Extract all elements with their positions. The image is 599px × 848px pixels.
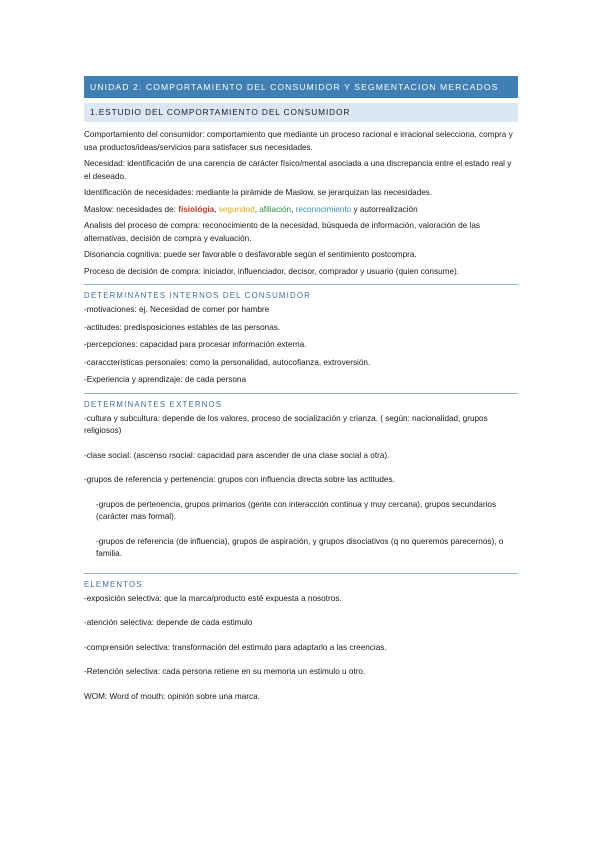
maslow-prefix: Maslow: necesidades de:: [84, 204, 179, 214]
maslow-reconocimiento: reconocimiento: [295, 204, 352, 214]
list-item: -Retención selectiva: cada persona retiene en su memoria un estimulo u otro.: [84, 667, 366, 676]
paragraph-identificacion: Identificación de necesidades: mediante la pirámide de Maslow, se jerarquizan las necesidades.: [84, 188, 433, 197]
maslow-afiliacion: afiliación: [259, 204, 292, 214]
list-item: -grupos de pertenencia, grupos primarios (gente con interacción continua y muy cercana), grupos secundarios (carácter mas formal).: [96, 499, 497, 521]
section-title: 1.ESTUDIO DEL COMPORTAMIENTO DEL CONSUMIDOR: [84, 103, 518, 122]
list-item: -grupos de referencia y pertenencia: grupos con influencia directa sobre las actitudes.: [84, 475, 395, 484]
maslow-seguridad: seguridad: [218, 204, 255, 214]
list-item: -exposición selectiva: que la marca/producto esté expuesta a nosotros.: [84, 593, 342, 603]
list-item: -comprensión selectiva: transformación del estimulo para adaptarlo a las creencias.: [84, 642, 387, 652]
paragraph-analisis: Analisis del proceso de compra: reconocimiento de la necesidad, búsqueda de información, valoración de las alternativas, decisión de compra y evaluación.: [84, 221, 480, 243]
heading-internos: DETERMINANTES INTERNOS DEL CONSUMIDOR: [84, 284, 518, 304]
list-item: -clase social: (ascenso rsocial: capacidad para ascender de una clase social a otra).: [84, 450, 390, 460]
heading-externos: DETERMINANTES EXTERNOS: [84, 393, 518, 413]
list-item: WOM: Word of mouth: opinión sobre una marca.: [84, 691, 260, 701]
paragraph-comportamiento: Comportamiento del consumidor: comportamiento que mediante un proceso racional e irracional selecciona, compra y usa productos/ideas/servicios para satisfacer sus necesidades.: [84, 130, 513, 152]
maslow-fisiologia: fisiológia: [178, 204, 215, 214]
paragraph-disonancia: Disonancia cognitiva: puede ser favorable o desfavorable según el sentimiento postcompra.: [84, 250, 417, 259]
list-item: -actitudes: predisposiciones estables de las personas.: [84, 322, 281, 332]
list-item: -caraccteristicas personales: como la personalidad, autocofianza, extroversión.: [84, 357, 371, 367]
heading-elementos: ELEMENTOS: [84, 573, 518, 593]
maslow-autorrealizacion: y autorrealización: [353, 204, 418, 214]
paragraph-proceso: Proceso de decisión de compra: iniciador, influenciador, decisor, comprador y usuario (quien consume).: [84, 266, 460, 276]
paragraph-necesidad: Necesidad: identificación de una carencia de carácter físico/mental asociada a una discrepancia entre el estado real y el deseado.: [84, 159, 512, 181]
unit-title: UNIDAD 2: COMPORTAMIENTO DEL CONSUMIDOR Y SEGMENTACION MERCADOS: [84, 76, 518, 98]
list-item: -Experiencia y aprendizaje: de cada persona: [84, 375, 247, 384]
list-item: -motivaciones: ej. Necesidad de comer por hambre: [84, 305, 270, 314]
list-item: -percepciones: capacidad para procesar información externa.: [84, 340, 307, 349]
list-item: -atención selectiva: depende de cada estimulo: [84, 618, 253, 627]
paragraph-maslow: Maslow: necesidades de: fisiológia, seguridad, afiliación, reconocimiento y autorrealización: [84, 204, 418, 214]
list-item: -cultura y subcultura: depende de los valores, proceso de socialización y crianza. ( según: nacionalidad, grupos religiosos): [84, 413, 488, 435]
document-page: [84, 76, 518, 715]
list-item: -grupos de referencia (de influencia), grupos de aspiración, y grupos disociativos (q no queremos parecernos), o familia.: [96, 536, 504, 558]
